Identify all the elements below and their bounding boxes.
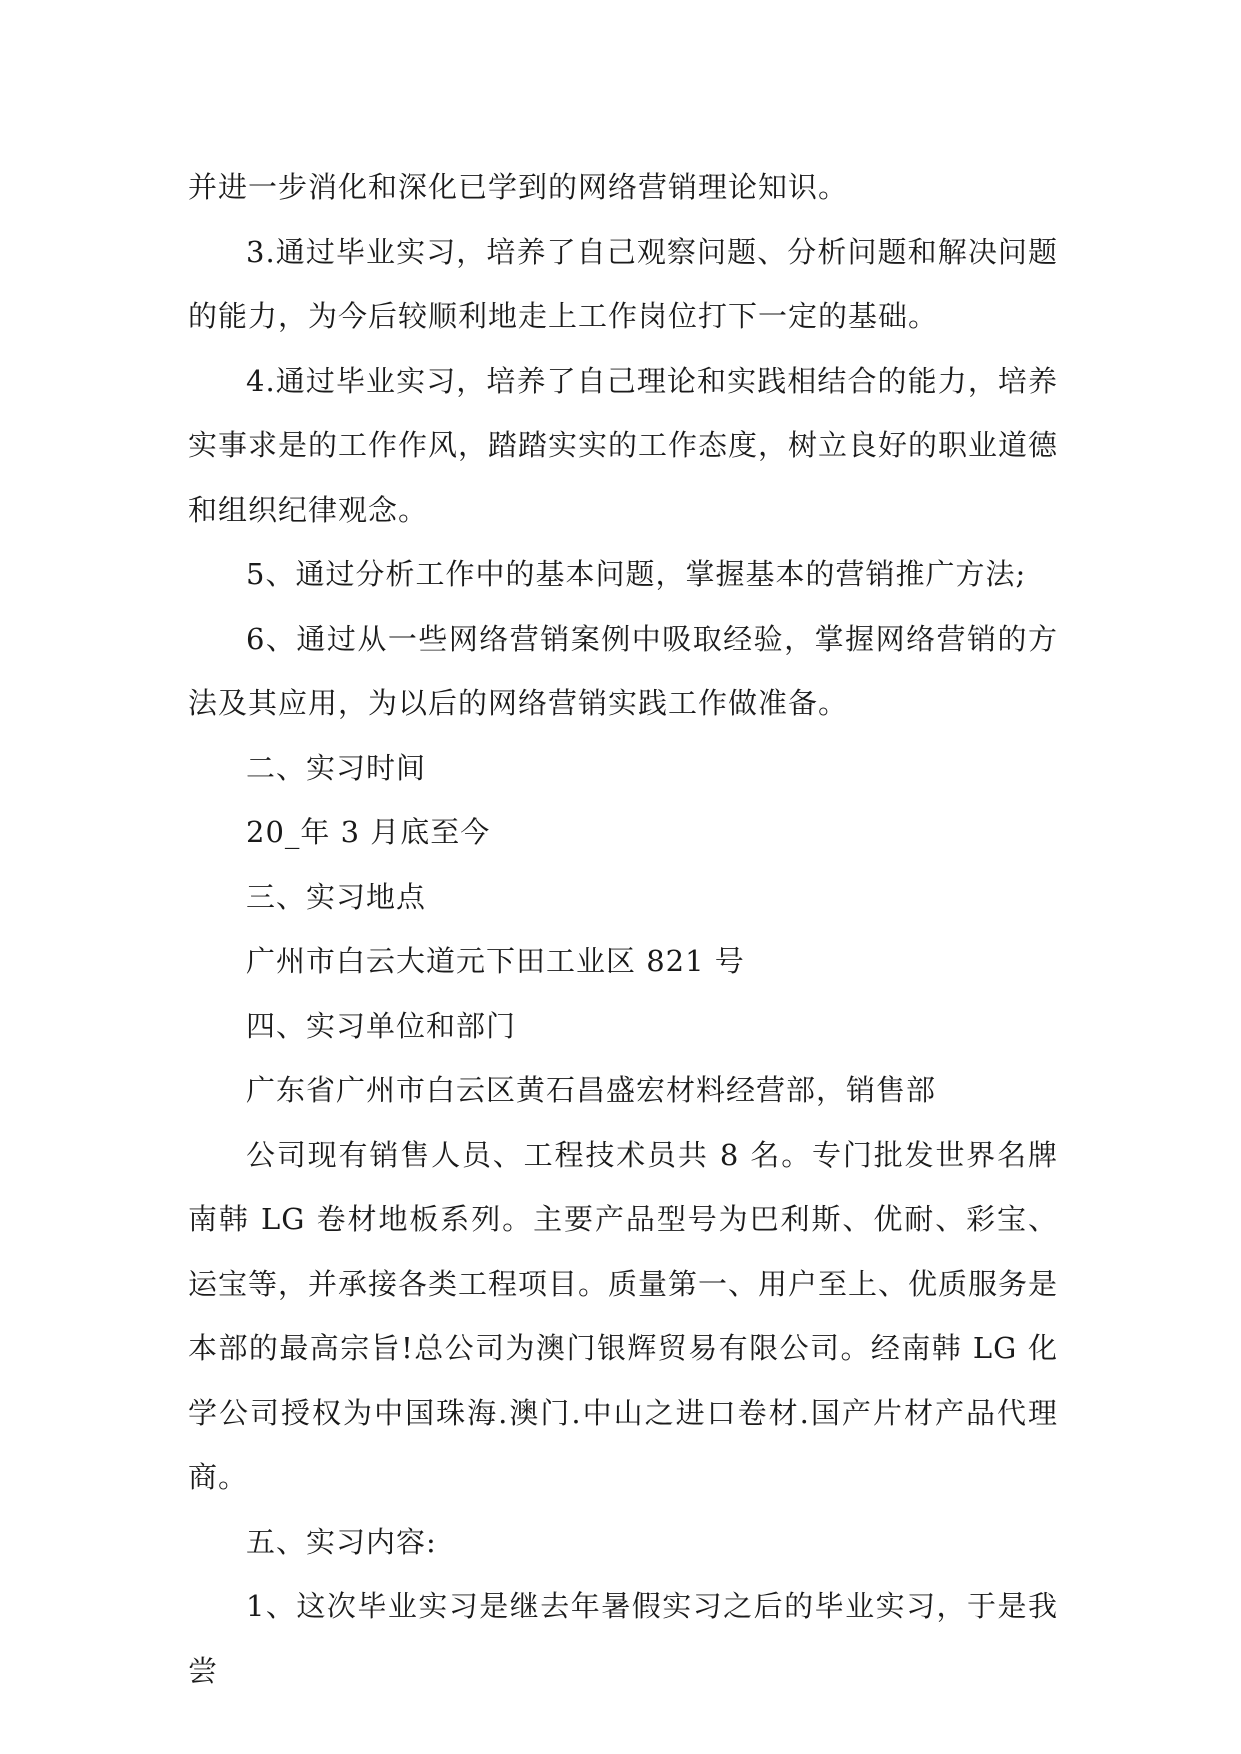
- paragraph: 20_年 3 月底至今: [246, 815, 491, 849]
- paragraph: 3.通过毕业实习，培养了自己观察问题、分析问题和解决问题的能力，为今后较顺利地走上工作岗位打下一定的基础。: [188, 234, 1058, 333]
- paragraph: 6、通过从一些网络营销案例中吸取经验，掌握网络营销的方法及其应用，为以后的网络营销实践工作做准备。: [188, 621, 1058, 720]
- paragraph: 公司现有销售人员、工程技术员共 8 名。专门批发世界名牌南韩 LG 卷材地板系列。主要产品型号为巴利斯、优耐、彩宝、运宝等，并承接各类工程项目。质量第一、用户至上、优质服务是本部的最高宗旨!总公司为澳门银辉贸易有限公司。经南韩 LG 化学公司授权为中国珠海.澳门.中山之进口卷材.国产片材产品代理商。: [188, 1137, 1059, 1494]
- document-body: [188, 155, 1058, 1703]
- section-heading: 四、实习单位和部门: [246, 1008, 517, 1043]
- paragraph: 4.通过毕业实习，培养了自己理论和实践相结合的能力，培养实事求是的工作作风，踏踏实实的工作态度，树立良好的职业道德和组织纪律观念。: [188, 363, 1059, 527]
- paragraph: 5、通过分析工作中的基本问题，掌握基本的营销推广方法;: [246, 557, 1027, 591]
- paragraph: 1、这次毕业实习是继去年暑假实习之后的毕业实习，于是我尝: [188, 1589, 1058, 1688]
- paragraph: 广东省广州市白云区黄石昌盛宏材料经营部，销售部: [246, 1073, 937, 1107]
- section-heading: 二、实习时间: [246, 750, 427, 785]
- section-heading: 三、实习地点: [246, 879, 427, 914]
- paragraph: 并进一步消化和深化已学到的网络营销理论知识。: [188, 170, 849, 204]
- section-heading: 五、实习内容:: [246, 1524, 437, 1559]
- paragraph: 广州市白云大道元下田工业区 821 号: [246, 944, 745, 978]
